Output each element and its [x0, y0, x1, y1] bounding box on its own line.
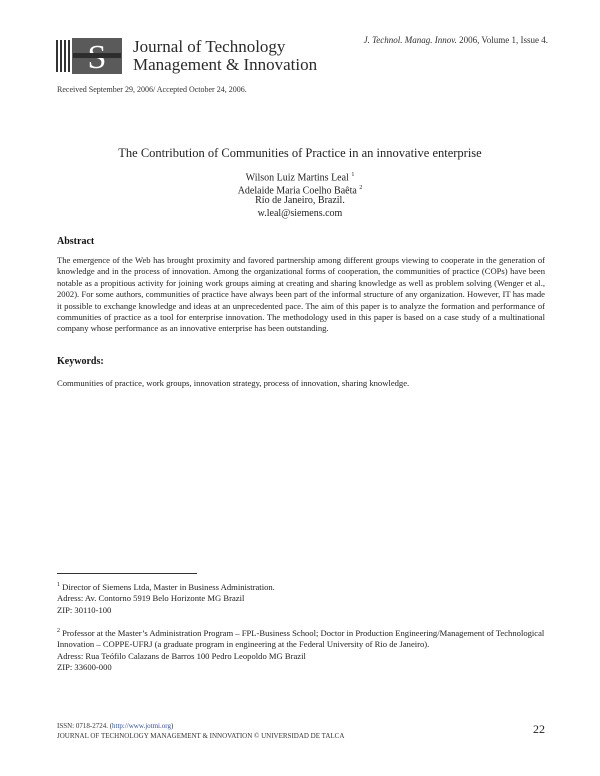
abstract-text: The emergence of the Web has brought proximity and favored partnership among different groups viewing to cooperate in the generation of knowledge and in the process of innovation. Among the organizational forms of cooperation, the communities of practice (COPs) have been notable as a propitious activity for joining work groups aiming at creating and sharing knowledge as well as problem solving (Wenger et al., 2002). For some authors, communities of practice have always been part of the informal structure of any organization. However, IT has made it possible to exchange knowledge and ideas at an unprecedented pace. The aim of this paper is to analyze the formation and performance of communities of practice as a tool for enterprise innovation. The methodology used in this paper is based on a case study of a multinational company whose performance as an innovative enterprise has been outstanding.: [57, 255, 545, 334]
footnote-1: [57, 580, 547, 616]
keywords-heading: Keywords:: [57, 356, 104, 367]
keywords-text: Communities of practice, work groups, innovation strategy, process of innovation, sharing knowledge.: [57, 378, 410, 388]
footnote-1-mark: 1: [57, 582, 60, 588]
page-number: 22: [533, 722, 545, 736]
journal-reference: [364, 35, 548, 45]
footnote-2-line1: $^2$ Professor at the Master’s Administration Program – FPL-Business School; Doctor in Production Engineering/Management of Technological Innovation – COPPE-UFRJ (a graduate program in engineering at the Federal University of Rio de Janeiro).: [57, 627, 545, 650]
author-location: Río de Janeiro, Brazil.: [255, 195, 345, 206]
journal-logo-icon: [56, 38, 126, 74]
author-2-mark: 2: [359, 185, 363, 191]
paper-title: The Contribution of Communities of Practice in an innovative enterprise: [118, 146, 482, 160]
footnote-2-mark: 2: [57, 628, 60, 634]
journal-title-line1: Journal of Technology: [133, 37, 286, 56]
footer-issn: ISSN: 0718-2724. (http://www.jotmi.org): [57, 722, 174, 730]
author-email[interactable]: w.leal@siemens.com: [257, 208, 343, 219]
author-2-name: Adelaide Maria Coelho Baêta: [237, 185, 357, 197]
footer-journal-line: JOURNAL OF TECHNOLOGY MANAGEMENT & INNOVATION © UNIVERSIDAD DE TALCA: [57, 732, 345, 740]
received-date: Received September 29, 2006/ Accepted October 24, 2006.: [57, 85, 247, 94]
footnote-1-line1: $^1$ Director of Siemens Ltda, Master in Business Administration.: [57, 581, 275, 592]
footnote-2: [57, 626, 547, 673]
abstract-heading: Abstract: [57, 236, 95, 247]
journal-title-line2: Management & Innovation: [133, 55, 318, 74]
footnote-rule: [57, 573, 197, 574]
footnote-1-address: Adress: Av. Contorno 5919 Belo Horizonte MG Brazil: [57, 593, 245, 604]
author-1-mark: 1: [351, 172, 355, 178]
journal-volume: 2006, Volume 1, Issue 4.: [456, 35, 548, 45]
journal-title: [133, 38, 317, 74]
footnote-2-zip: ZIP: 33600-000: [57, 662, 112, 673]
footnote-1-zip: ZIP: 30110-100: [57, 604, 112, 615]
author-1-name: Wilson Luiz Martins Leal: [245, 172, 349, 184]
footnote-2-address: Adress: Rua Teófilo Calazans de Barros 100 Pedro Leopoldo MG Brazil: [57, 650, 306, 661]
journal-abbrev: J. Technol. Manag. Innov.: [363, 35, 457, 45]
journal-url-link[interactable]: http://www.jotmi.org: [112, 722, 171, 730]
